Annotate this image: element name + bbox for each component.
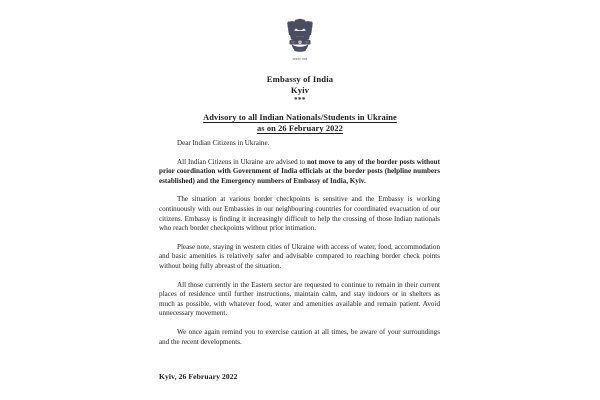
letterhead-separator: ***: [294, 96, 306, 104]
document-title-line-2: as on 26 February 2022: [257, 123, 343, 133]
emblem-block: [0, 18, 600, 62]
letterhead: [0, 74, 600, 104]
paragraph-checkpoint-situation: The situation at various border checkpoints is sensitive and the Embassy is working continuously with our Embassies in our neighbouring countries for coordinated evacuation of our citizens. Embassy is finding it increasingly difficult to help the crossing of those Indian nationals who reach border checkpoints without prior intimation.: [159, 195, 440, 233]
letterhead-organization: Embassy of India: [266, 74, 334, 84]
emblem-motto-text: सत्यमेव जयते: [292, 58, 308, 61]
paragraph-lead-text: All Indian Citizens in Ukraine are advised to: [177, 157, 307, 166]
paragraph-emphasis-text: not move to any of the border posts without prior coordination with Government of India officials at the border posts (helpline numbers established) and the Emergency numbers of Embassy of India, Kyiv.: [159, 157, 440, 185]
document-title: [0, 113, 600, 134]
paragraph-western-cities-advice: Please note, staying in western cities of Ukraine with access of water, food, accommodation and basic amenities is relatively safer and advisable compared to reaching border check points without being fully abreast of the situation.: [159, 242, 440, 270]
salutation: Dear Indian Citizens in Ukraine.: [177, 139, 270, 147]
document-body: [159, 139, 440, 347]
paragraph-caution-reminder: We once again remind you to exercise caution at all times, be aware of your surroundings and the recent developments.: [159, 327, 440, 346]
paragraph-border-posts-advisory: [159, 158, 440, 187]
letterhead-city: Kyiv: [290, 85, 310, 95]
india-state-emblem-icon: [285, 18, 315, 58]
paragraph-eastern-sector-advice: All those currently in the Eastern sector are requested to continue to remain in their current places of residence until further instructions, maintain calm, and stay indoors or in shelters as much as possible, with whatever food, water and amenities available and remain patient. Avoid unnecessary movement.: [159, 280, 440, 318]
signoff-line: Kyiv, 26 February 2022: [159, 372, 238, 381]
document-title-line-1: Advisory to all Indian Nationals/Students in Ukraine: [203, 113, 397, 122]
